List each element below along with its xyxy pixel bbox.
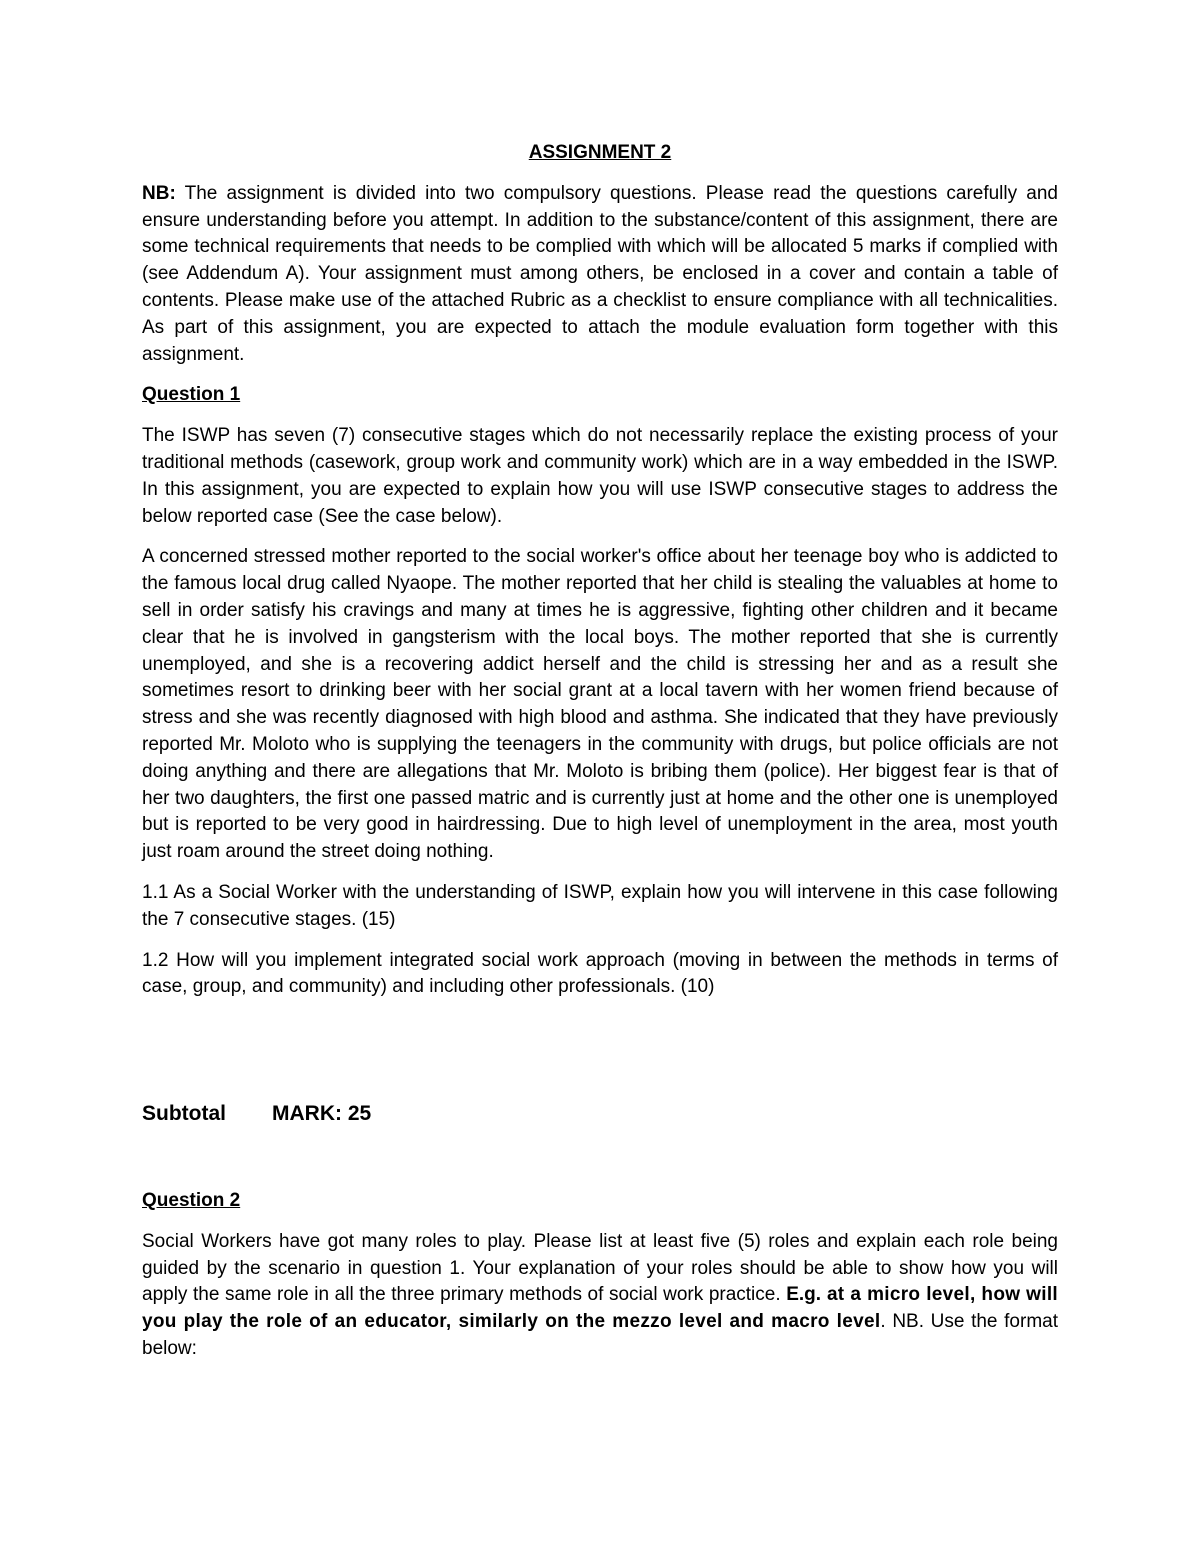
question-2-body: Social Workers have got many roles to play. Please list at least five (5) roles and explain each role being guided by the scenario in question 1. Your explanation of your roles should be able to show how you will apply the same role in all the three primary methods of social work practice.	[142, 1230, 1058, 1306]
question-1-heading: Question 1	[142, 384, 241, 406]
nb-text: The assignment is divided into two compulsory questions. Please read the questions carefully and ensure understanding before you attempt. In addition to the substance/content of this assignment, there are some technical requirements that needs to be complied with which will be allocated 5 marks if complied with (see Addendum A). Your assignment must among others, be enclosed in a cover and contain a table of contents. Please make use of the attached Rubric as a checklist to ensure compliance with all technicalities. As part of this assignment, you are expected to attach the module evaluation form together with this assignment.	[142, 182, 1058, 365]
page-title: ASSIGNMENT 2	[528, 142, 672, 163]
question-1-1: 1.1 As a Social Worker with the understanding of ISWP, explain how you will intervene in this case following the 7 consecutive stages. (15)	[142, 881, 1058, 930]
document-body	[142, 140, 1058, 1363]
question-1-intro: The ISWP has seven (7) consecutive stages which do not necessarily replace the existing process of your traditional methods (casework, group work and community work) which are in a way embedded in the ISWP. In this assignment, you are expected to explain how you will use ISWP consecutive stages to address the below reported case (See the case below).	[142, 425, 1058, 527]
example-label: E.g.	[786, 1284, 822, 1306]
question-2-tail: . NB. Use the format below:	[142, 1311, 1058, 1359]
subtotal-line	[142, 1101, 1058, 1128]
nb-label: NB:	[142, 182, 176, 204]
question-2-text	[142, 1229, 1058, 1363]
question-2-heading: Question 2	[142, 1189, 241, 1211]
case-description: A concerned stressed mother reported to the social worker's office about her teenage boy who is addicted to the famous local drug called Nyaope. The mother reported that her child is stealing the valuables at home to sell in order satisfy his cravings and many at times he is aggressive, fighting other children and it became clear that he is involved in gangsterism with the local boys. The mother reported that she is currently unemployed, and she is a recovering addict herself and the child is stressing her and as a result she sometimes resort to drinking beer with her social grant at a local tavern with her women friend because of stress and she was recently diagnosed with high blood and asthma. She indicated that they have previously reported Mr. Moloto who is supplying the teenagers in the community with drugs, but police officials are not doing anything and there are allegations that Mr. Moloto is bribing them (police). Her biggest fear is that of her two daughters, the first one passed matric and is currently just at home and the other one is unemployed but is reported to be very good in hairdressing. Due to high level of unemployment in the area, most youth just roam around the street doing nothing.	[142, 546, 1058, 863]
subtotal-label: Subtotal	[142, 1102, 226, 1126]
question-1-2: 1.2 How will you implement integrated social work approach (moving in between the methods in terms of case, group, and community) and including other professionals. (10)	[142, 949, 1058, 998]
subtotal-mark: MARK: 25	[272, 1102, 372, 1126]
example-text: at a micro level, how will you play the role of an educator, similarly on the mezzo level and macro level	[142, 1284, 1059, 1333]
nb-paragraph	[142, 181, 1058, 369]
